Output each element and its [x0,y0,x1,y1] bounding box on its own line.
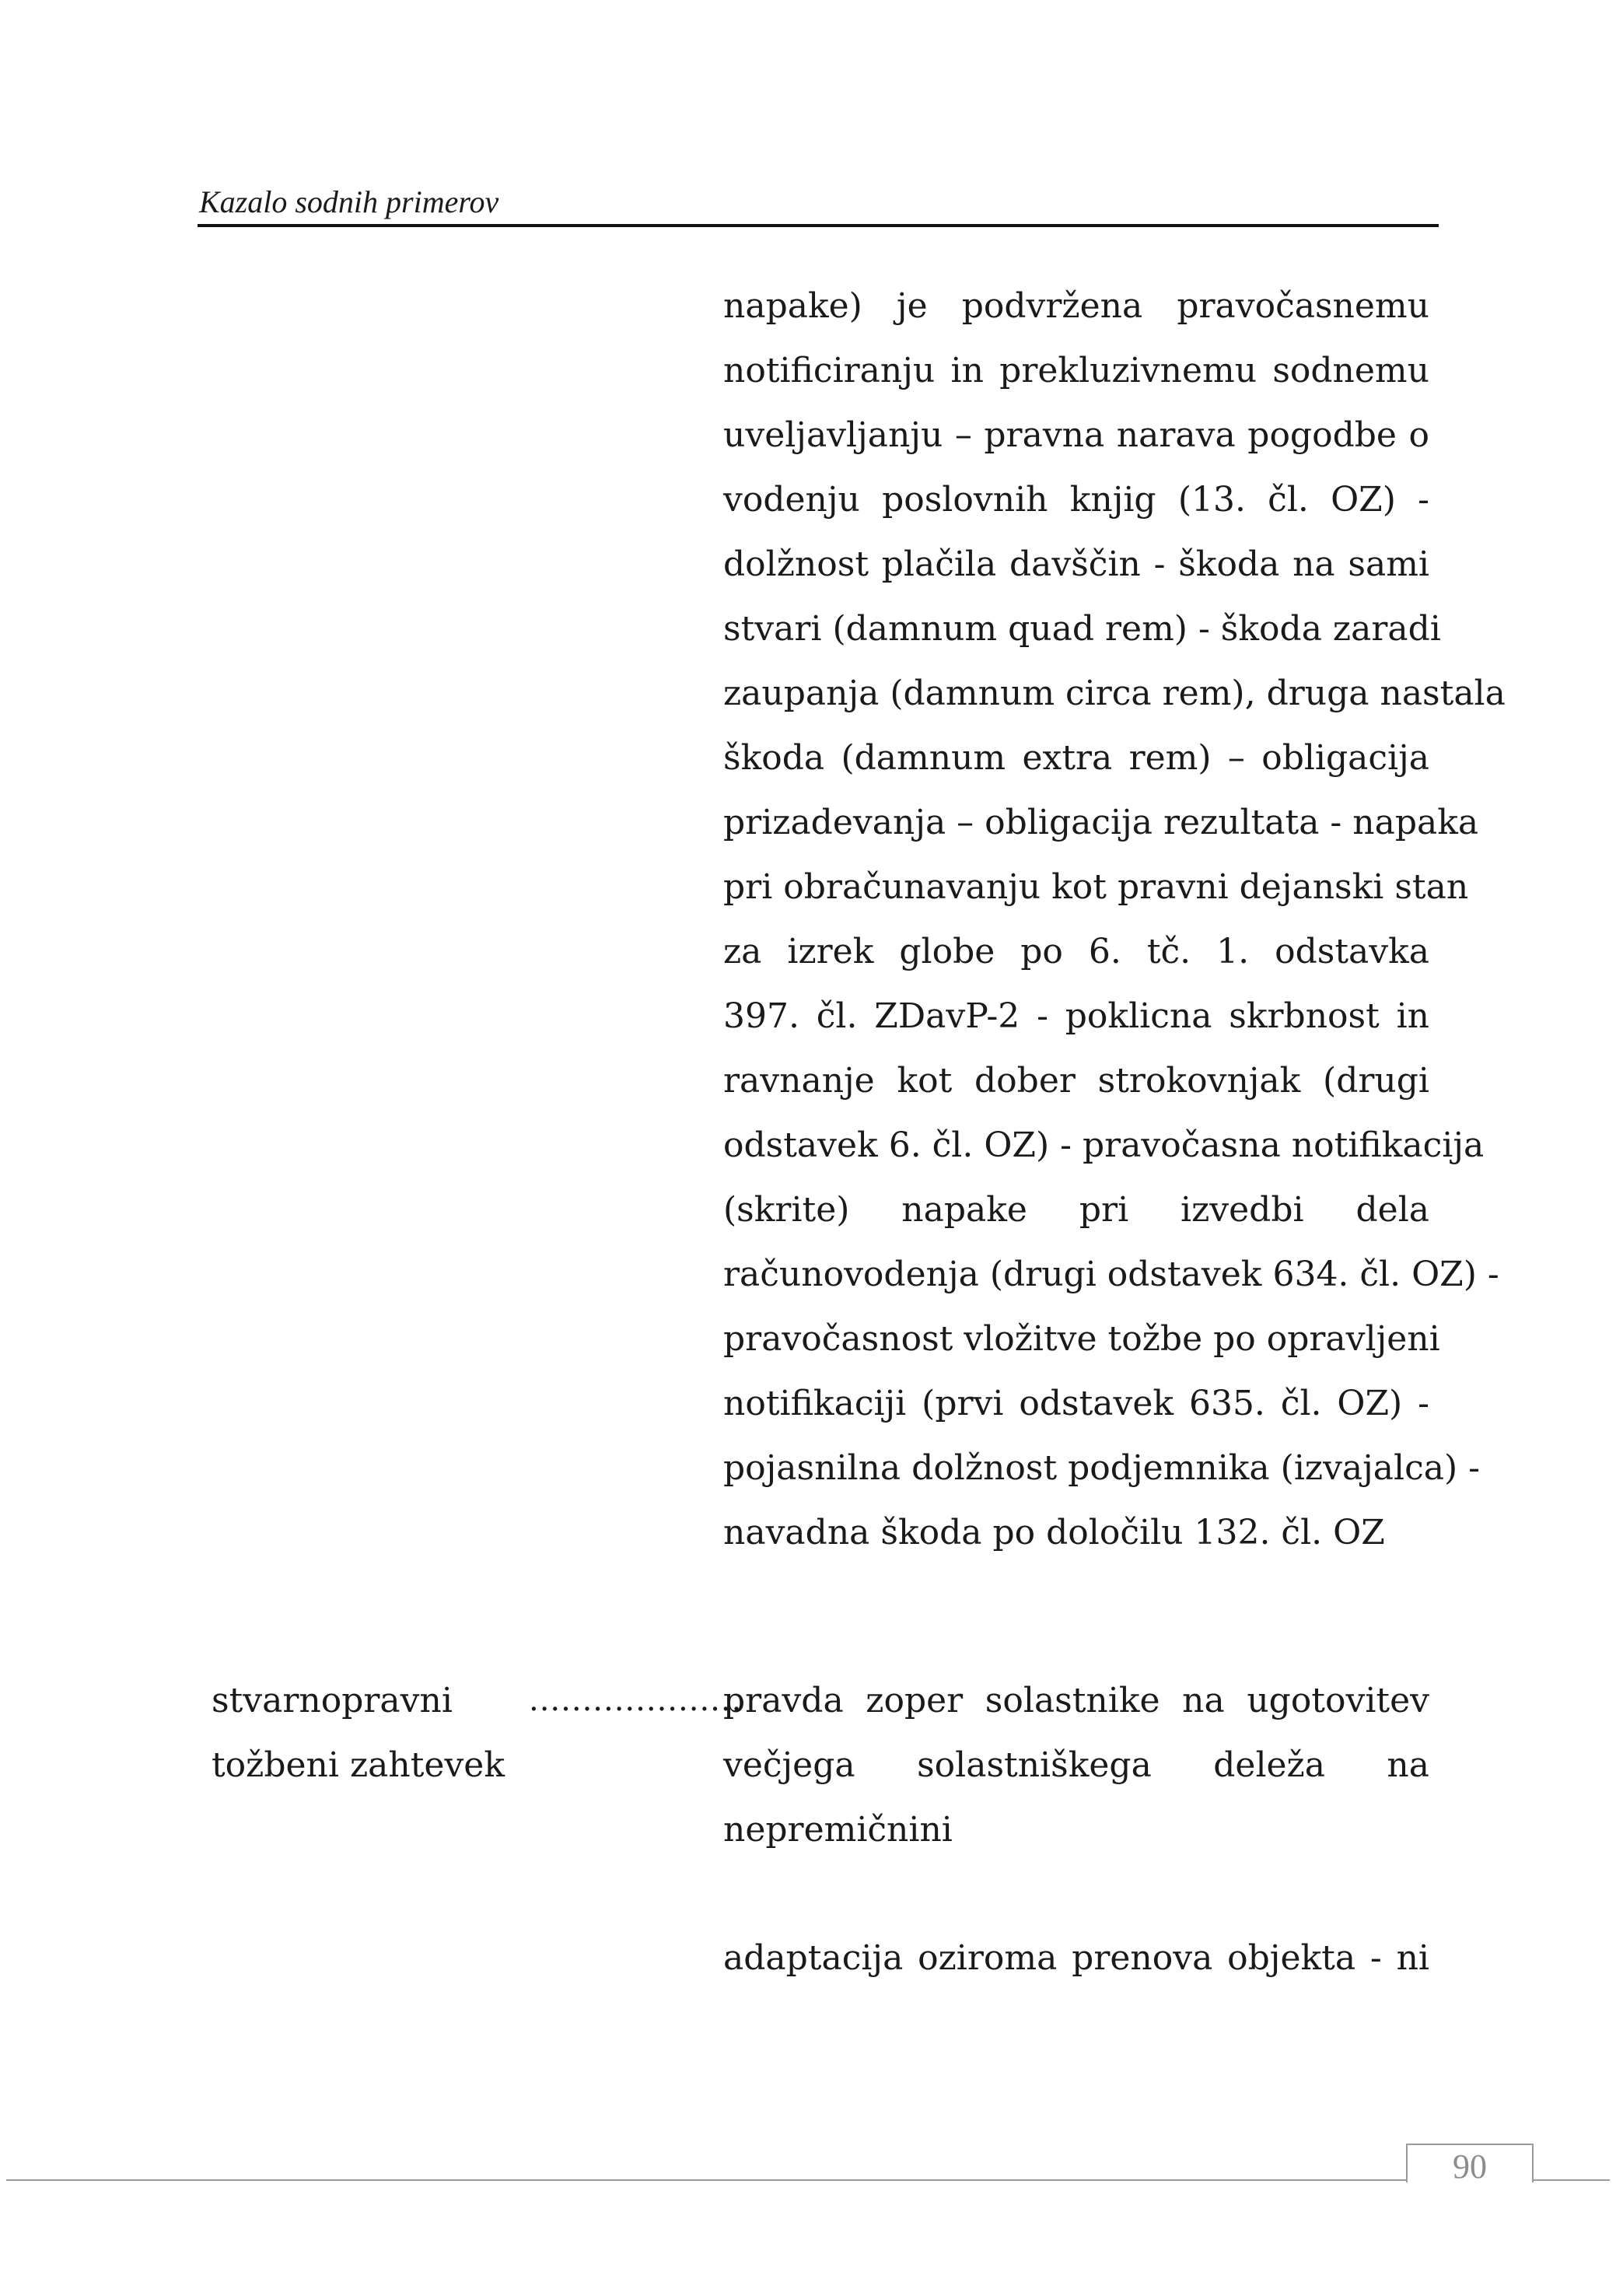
header-rule [198,224,1439,227]
description-line: nepremičnini [723,1810,953,1850]
description-line: notificiranju in prekluzivnemu sodnemu [723,351,1429,390]
description-line: navadna škoda po določilu 132. čl. OZ [723,1513,1385,1552]
footer-rule-right [1532,2179,1610,2181]
description-line: uveljavljanju – pravna narava pogodbe o [723,415,1429,455]
entry-3-description [723,1926,1429,1990]
description-line: napake) je podvržena pravočasnemu [723,286,1429,326]
description-line: notifikaciji (prvi odstavek 635. čl. OZ) - [723,1384,1429,1423]
description-line: adaptacija oziroma prenova objekta - ni [723,1938,1429,1978]
leader-dots: .................... [529,1682,743,1718]
description-line: prizadevanja – obligacija rezultata - napaka [723,803,1479,842]
description-line: večjega solastniškega deleža na [723,1745,1429,1785]
description-line: dolžnost plačila davščin - škoda na sami [723,544,1429,584]
description-line: pojasnilna dolžnost podjemnika (izvajalca) - [723,1448,1481,1488]
description-line: odstavek 6. čl. OZ) - pravočasna notifikacija [723,1125,1485,1165]
description-line: pravda zoper solastnike na ugotovitev [723,1681,1429,1720]
term-line: stvarnopravni [212,1681,453,1720]
term-line: tožbeni zahtevek [212,1745,505,1785]
description-line: zaupanja (damnum circa rem), druga nastala [723,674,1506,713]
page-number: 90 [1453,2147,1487,2186]
description-line: stvari (damnum quad rem) - škoda zaradi [723,609,1441,649]
description-line: 397. čl. ZDavP-2 - poklicna skrbnost in [723,996,1429,1036]
description-line: za izrek globe po 6. tč. 1. odstavka [723,932,1429,971]
description-line: ravnanje kot dober strokovnjak (drugi [723,1061,1429,1101]
entry-1-description [723,274,1506,1565]
description-line: pri obračunavanju kot pravni dejanski stan [723,867,1469,907]
description-line: škoda (damnum extra rem) – obligacija [723,738,1429,778]
description-line: (skrite) napake pri izvedbi dela [723,1190,1429,1230]
footer-rule-left [6,2179,1408,2181]
description-line: pravočasnost vložitve tožbe po opravljeni [723,1319,1440,1359]
description-line: vodenju poslovnih knjig (13. čl. OZ) - [723,480,1429,520]
entry-2-description [723,1668,1429,1862]
running-header-title: Kazalo sodnih primerov [199,184,499,219]
description-line: računovodenja (drugi odstavek 634. čl. OZ) - [723,1255,1499,1294]
